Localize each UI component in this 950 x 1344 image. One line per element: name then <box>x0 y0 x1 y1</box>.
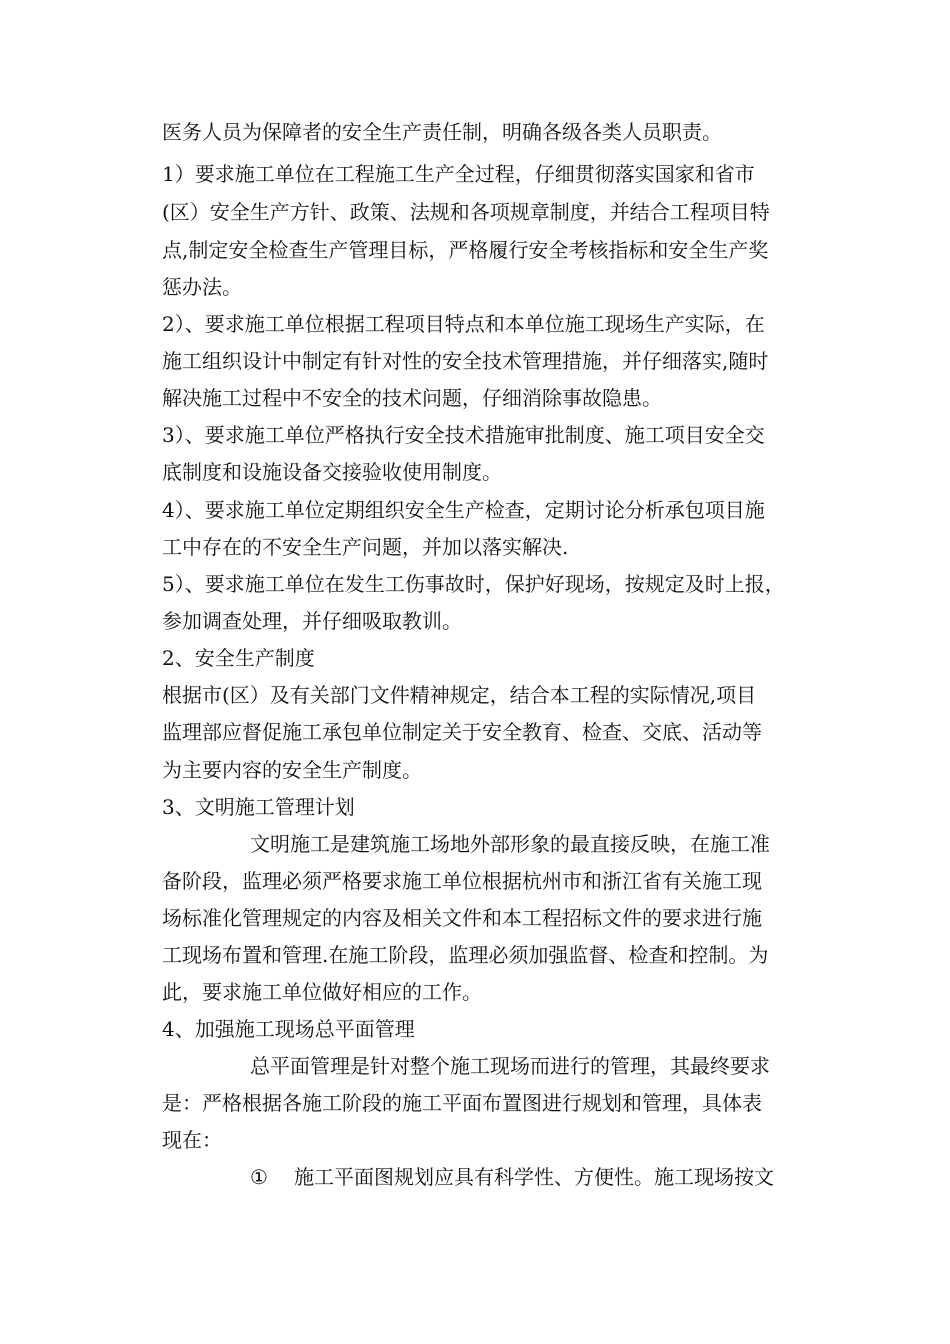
text-line: (区）安全生产方针、政策、法规和各项规章制度，并结合工程项目特 <box>162 200 770 224</box>
text-line: 点,制定安全检查生产管理目标，严格履行安全考核指标和安全生产奖 <box>162 238 769 262</box>
text-line: 工现场布置和管理.在施工阶段，监理必须加强监督、检查和控制。为 <box>162 943 769 967</box>
text-line: 场标准化管理规定的内容及相关文件和本工程招标文件的要求进行施 <box>162 906 762 930</box>
text-line: 惩办法。 <box>162 275 242 299</box>
text-line: 底制度和设施设备交接验收使用制度。 <box>162 460 502 484</box>
text-line: 1）要求施工单位在工程施工生产全过程，仔细贯彻落实国家和省市 <box>162 162 755 186</box>
text-line: 4）、要求施工单位定期组织安全生产检查，定期讨论分析承包项目施 <box>162 498 765 522</box>
text-line: 监理部应督促施工承包单位制定关于安全教育、检查、交底、活动等 <box>162 720 762 744</box>
text-line: 现在： <box>162 1128 222 1152</box>
text-line: 5）、要求施工单位在发生工伤事故时，保护好现场，按规定及时上报， <box>162 572 785 596</box>
text-line: 总平面管理是针对整个施工现场而进行的管理，其最终要求 <box>250 1054 770 1078</box>
text-line: 2）、要求施工单位根据工程项目特点和本单位施工现场生产实际，在 <box>162 312 765 336</box>
text-line: 工中存在的不安全生产问题，并加以落实解决. <box>162 535 569 559</box>
list-item <box>250 1163 774 1191</box>
section-heading: 4、加强施工现场总平面管理 <box>162 1017 415 1041</box>
section-heading: 2、安全生产制度 <box>162 646 315 670</box>
section-heading: 3、文明施工管理计划 <box>162 795 355 819</box>
text-line: 施工组织设计中制定有针对性的安全技术管理措施，并仔细落实,随时 <box>162 349 769 373</box>
text-line: 为主要内容的安全生产制度。 <box>162 758 422 782</box>
text-line: 文明施工是建筑施工场地外部形象的最直接反映，在施工准 <box>250 832 770 856</box>
list-marker: ① <box>250 1165 268 1189</box>
text-line: 解决施工过程中不安全的技术问题，仔细消除事故隐患。 <box>162 386 662 410</box>
text-line: 医务人员为保障者的安全生产责任制，明确各级各类人员职责。 <box>162 120 722 144</box>
text-line: 3）、要求施工单位严格执行安全技术措施审批制度、施工项目安全交 <box>162 423 765 447</box>
text-line: 根据市(区）及有关部门文件精神规定，结合本工程的实际情况,项目 <box>162 683 757 707</box>
list-item-text: 施工平面图规划应具有科学性、方便性。施工现场按文 <box>294 1165 774 1189</box>
text-line: 是：严格根据各施工阶段的施工平面布置图进行规划和管理，具体表 <box>162 1091 762 1115</box>
text-line: 参加调查处理，并仔细吸取教训。 <box>162 609 462 633</box>
text-line: 此，要求施工单位做好相应的工作。 <box>162 980 482 1004</box>
text-line: 备阶段，监理必须严格要求施工单位根据杭州市和浙江省有关施工现 <box>162 869 762 893</box>
